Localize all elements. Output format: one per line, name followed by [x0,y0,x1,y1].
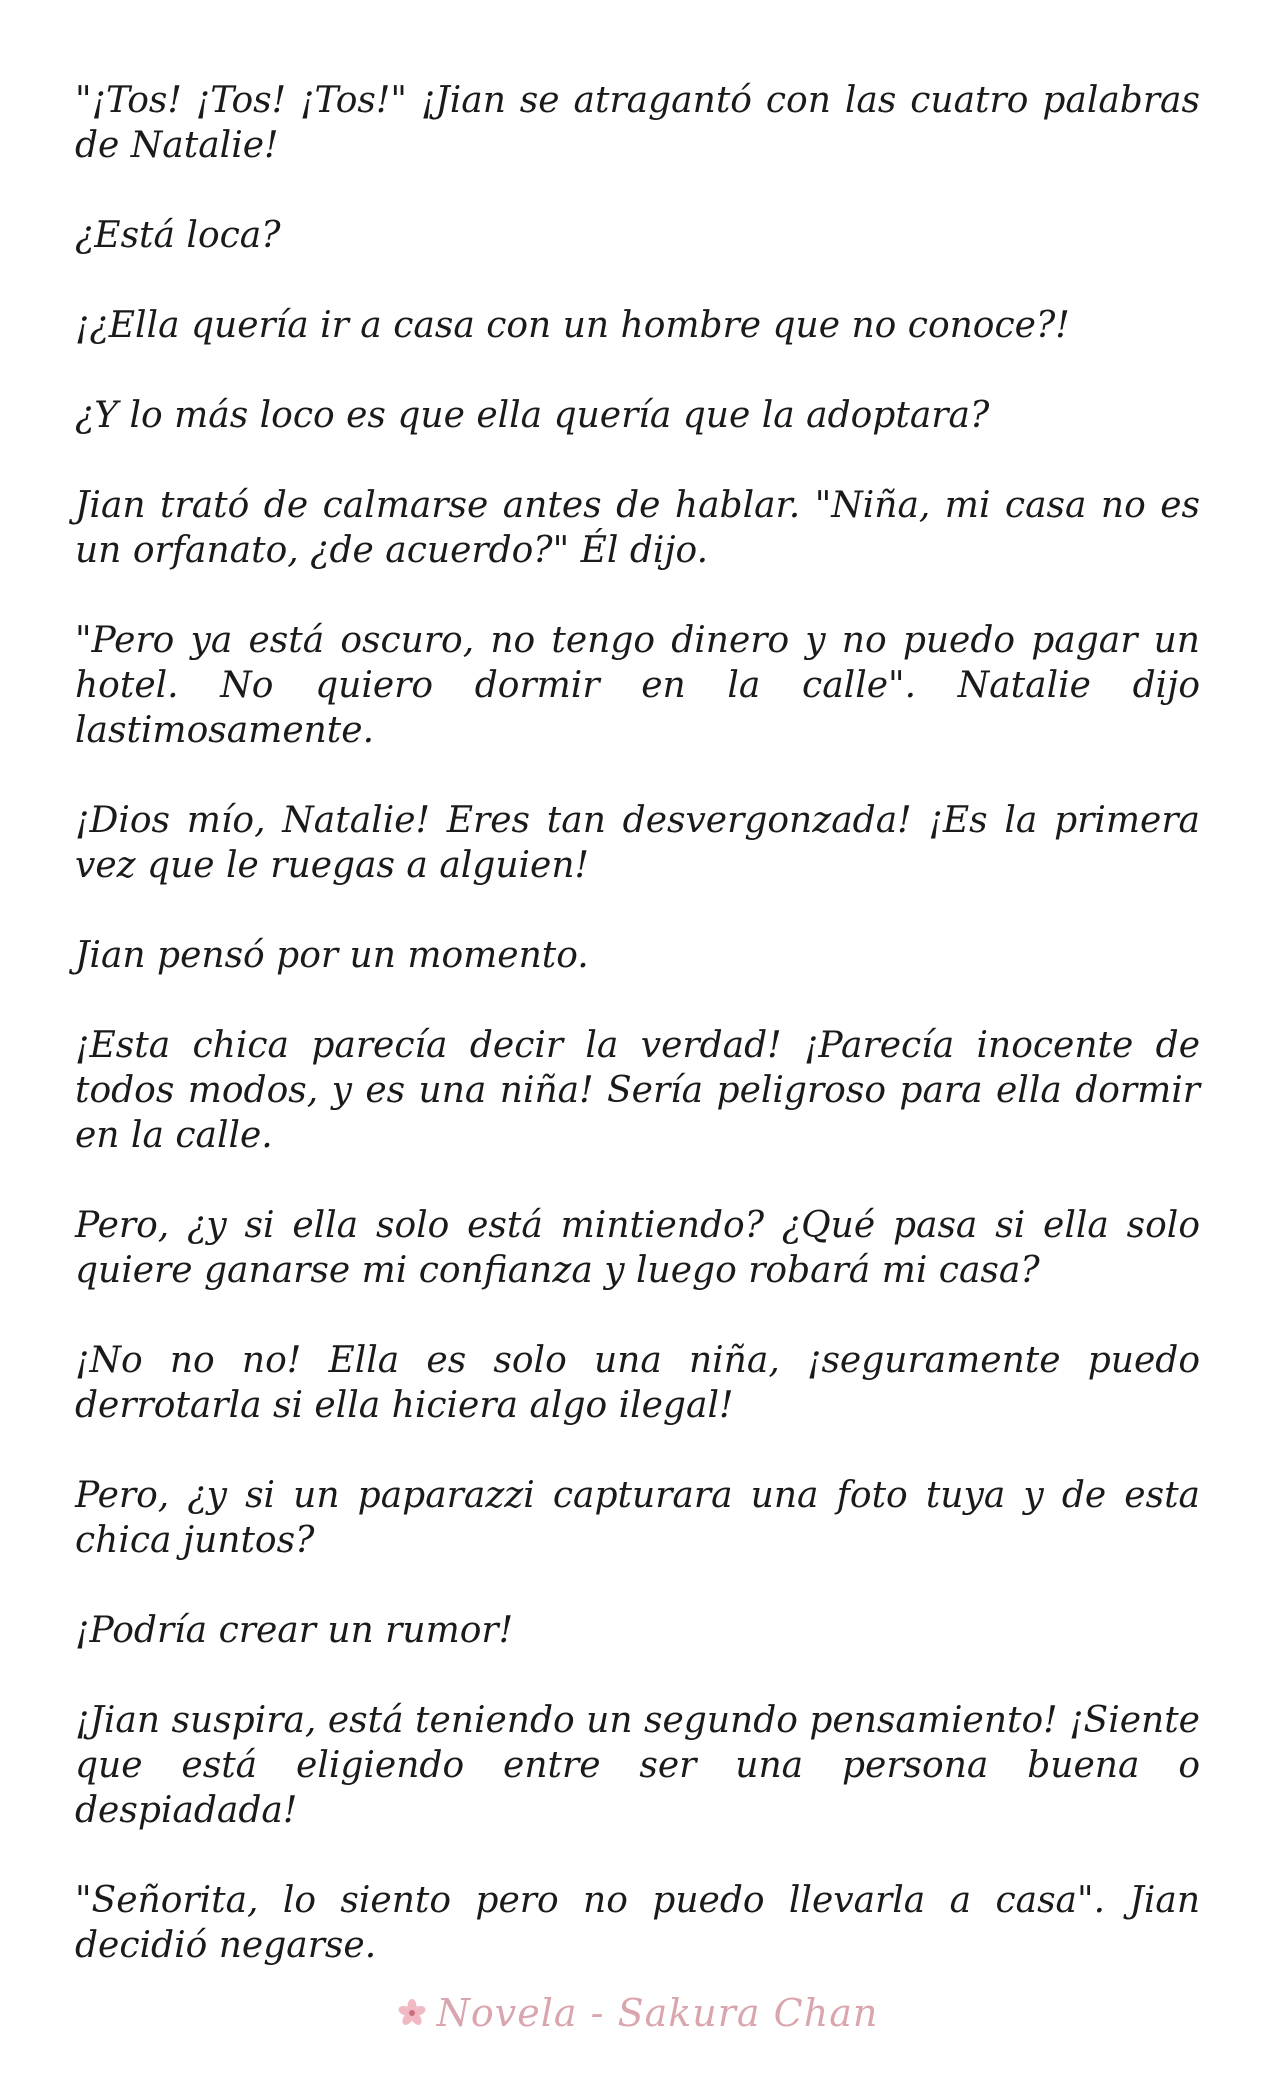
watermark [0,1988,1275,2038]
paragraph: Pero, ¿y si un paparazzi capturara una foto tuya y de esta chica juntos? [75,1475,1200,1561]
paragraph: ¿Y lo más loco es que ella quería que la adoptara? [75,395,990,436]
story-text [75,78,1200,2013]
sakura-flower-icon [397,1998,427,2028]
paragraph: ¡Dios mío, Natalie! Eres tan desvergonzada! ¡Es la primera vez que le ruegas a alguien! [75,800,1200,886]
paragraph: Jian pensó por un momento. [75,935,589,976]
paragraph: Jian trató de calmarse antes de hablar. "Niña, mi casa no es un orfanato, ¿de acuerdo?" Él dijo. [75,485,1200,571]
paragraph: ¡Jian suspira, está teniendo un segundo pensamiento! ¡Siente que está eligiendo entre ser una persona buena o despiadada! [75,1700,1200,1831]
paragraph: ¡¿Ella quería ir a casa con un hombre que no conoce?! [75,305,1070,346]
paragraph: ¿Está loca? [75,215,281,256]
paragraph: Pero, ¿y si ella solo está mintiendo? ¿Qué pasa si ella solo quiere ganarse mi confianza y luego robará mi casa? [75,1205,1200,1291]
watermark-text: Novela - Sakura Chan [436,1991,879,2035]
paragraph: "Pero ya está oscuro, no tengo dinero y no puedo pagar un hotel. No quiero dormir en la calle". Natalie dijo lastimosamente. [75,620,1200,751]
paragraph: ¡Podría crear un rumor! [75,1610,514,1651]
paragraph: ¡Esta chica parecía decir la verdad! ¡Parecía inocente de todos modos, y es una niña! Sería peligroso para ella dormir en la calle. [75,1025,1200,1156]
paragraph: "Señorita, lo siento pero no puedo llevarla a casa". Jian decidió negarse. [75,1880,1200,1966]
paragraph: "¡Tos! ¡Tos! ¡Tos!" ¡Jian se atragantó con las cuatro palabras de Natalie! [75,80,1200,166]
paragraph: ¡No no no! Ella es solo una niña, ¡seguramente puedo derrotarla si ella hiciera algo ilegal! [75,1340,1200,1426]
